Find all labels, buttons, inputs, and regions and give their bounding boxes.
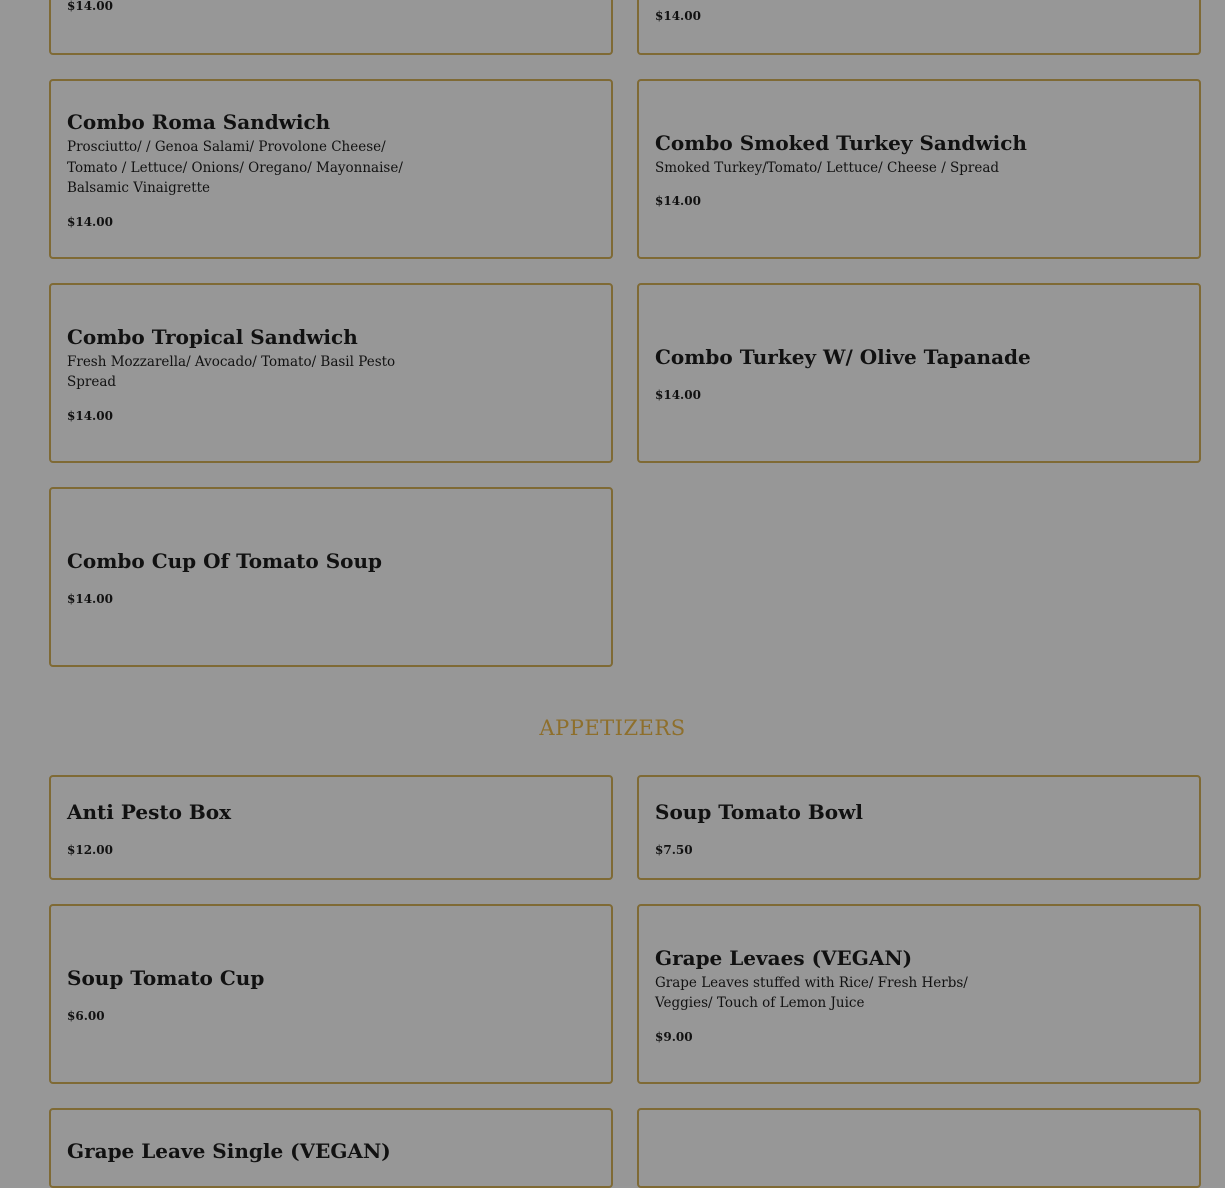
item-description: Smoked Turkey/Tomato/ Lettuce/ Cheese / Spread — [655, 159, 1000, 176]
menu-item-soup-tomato-cup[interactable] — [49, 904, 613, 1084]
section-heading-appetizers: APPETIZERS — [539, 716, 686, 740]
menu-item-grape-leaves[interactable] — [637, 904, 1201, 1084]
item-price: $14.00 — [655, 388, 701, 402]
item-title: Soup Tomato Bowl — [655, 799, 863, 824]
item-price: $14.00 — [655, 9, 701, 23]
item-title: Combo Roma Sandwich — [67, 110, 331, 135]
item-price: $14.00 — [655, 194, 701, 209]
item-title: Combo Tropical Sandwich — [67, 324, 358, 349]
item-title: Combo Smoked Turkey Sandwich — [655, 130, 1027, 155]
menu-item-combo-smoked-turkey[interactable] — [637, 79, 1201, 259]
item-description: Fresh Mozzarella/ Avocado/ Tomato/ Basil Pesto Spread — [67, 353, 396, 390]
item-price: $7.50 — [655, 842, 693, 857]
item-title: Combo Cup Of Tomato Soup — [67, 549, 382, 573]
menu-item-grape-leave-single[interactable] — [49, 1108, 613, 1188]
item-description: Grape Leaves stuffed with Rice/ Fresh Herbs/ Veggies/ Touch of Lemon Juice — [655, 974, 968, 1011]
menu-item-card[interactable] — [49, 0, 613, 55]
item-title: Combo Turkey W/ Olive Tapanade — [655, 345, 1031, 369]
item-price: $14.00 — [67, 0, 113, 13]
item-price: $14.00 — [67, 214, 113, 229]
item-title: Grape Levaes (VEGAN) — [655, 945, 913, 970]
item-price: $6.00 — [67, 1009, 105, 1023]
item-title: Anti Pesto Box — [67, 799, 232, 824]
menu-item-combo-roma[interactable] — [49, 79, 613, 259]
menu-item-anti-pesto-box[interactable] — [49, 775, 613, 880]
menu-item-card[interactable] — [637, 1108, 1201, 1188]
menu-item-soup-tomato-bowl[interactable] — [637, 775, 1201, 880]
menu-item-card[interactable] — [637, 0, 1201, 55]
item-description: Prosciutto/ / Genoa Salami/ Provolone Cheese/ Tomato / Lettuce/ Onions/ Oregano/ Mayonnaise/ Balsamic Vinaigrette — [67, 139, 403, 197]
item-price: $12.00 — [67, 842, 113, 857]
item-price: $14.00 — [67, 592, 113, 606]
item-price: $9.00 — [655, 1029, 693, 1044]
item-price: $14.00 — [67, 408, 113, 423]
item-title: Soup Tomato Cup — [67, 966, 265, 990]
item-title: Grape Leave Single (VEGAN) — [67, 1139, 391, 1163]
menu-item-combo-tropical[interactable] — [49, 283, 613, 463]
menu-item-combo-tomato-soup[interactable] — [49, 487, 613, 667]
menu-item-combo-turkey-olive[interactable] — [637, 283, 1201, 463]
